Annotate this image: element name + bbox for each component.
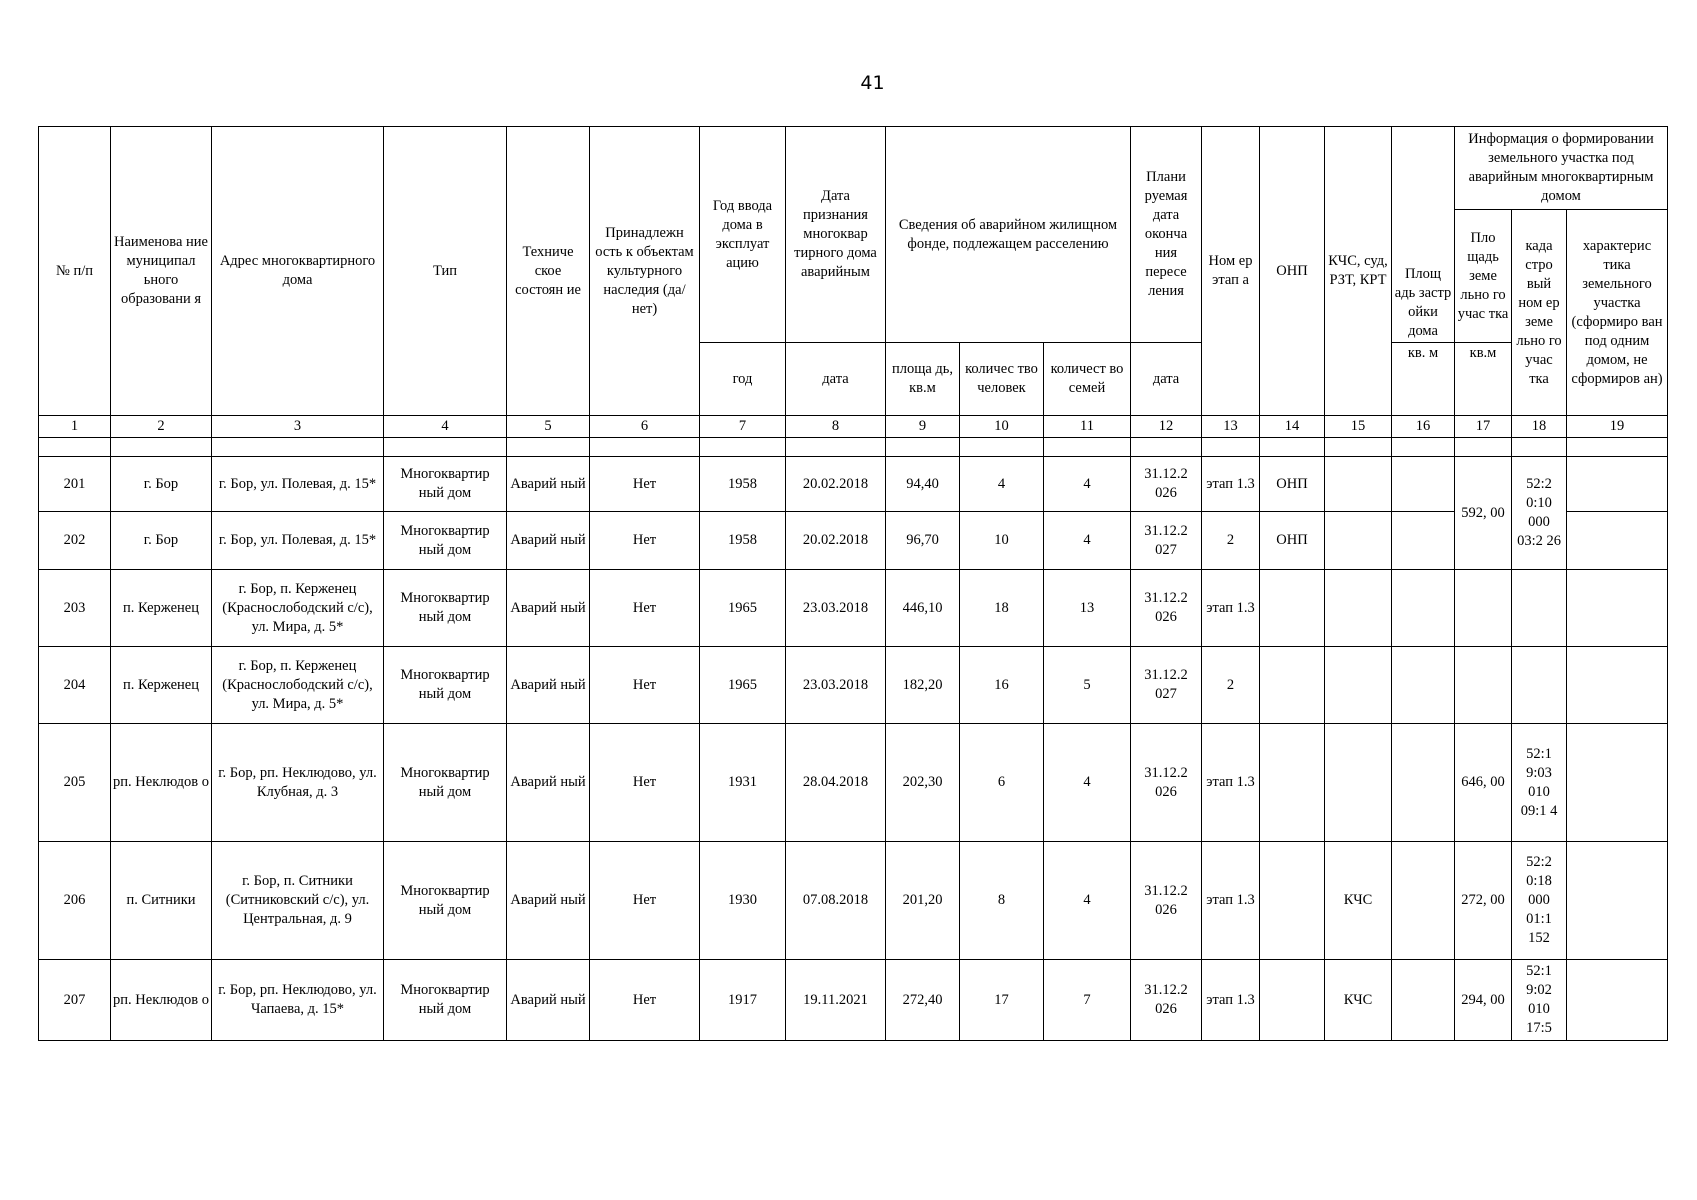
header-municipality: Наименова ние муниципал ьного образовани я <box>111 127 212 416</box>
spacer-row <box>39 438 1668 457</box>
col-number: 17 <box>1455 416 1512 438</box>
cell-build-area <box>1392 570 1455 647</box>
header-year-in: Год ввода дома в эксплуат ацию <box>700 127 786 343</box>
cell-families: 4 <box>1044 512 1131 570</box>
cell-land-area: 646, 00 <box>1455 724 1512 842</box>
cell-type: Многоквартир ный дом <box>384 457 507 512</box>
emergency-housing-table <box>38 126 1668 1041</box>
header-num: № п/п <box>39 127 111 416</box>
cell-cadastral <box>1512 647 1567 724</box>
col-number: 14 <box>1260 416 1325 438</box>
cell-stage: этап 1.3 <box>1202 960 1260 1041</box>
table-row <box>39 842 1668 960</box>
cell-stage: 2 <box>1202 512 1260 570</box>
cell-plan-date: 31.12.2 026 <box>1131 457 1202 512</box>
col-number: 5 <box>507 416 590 438</box>
cell-date: 20.02.2018 <box>786 512 886 570</box>
cell-heritage: Нет <box>590 570 700 647</box>
cell-onp: ОНП <box>1260 512 1325 570</box>
header-planned-date: Плани руемая дата оконча ния пересе ления <box>1131 127 1202 343</box>
cell-cadastral: 52:2 0:18 000 01:1 152 <box>1512 842 1567 960</box>
cell-address: г. Бор, рп. Неклюдово, ул. Чапаева, д. 15* <box>212 960 384 1041</box>
subheader-families: количест во семей <box>1044 343 1131 416</box>
col-number: 6 <box>590 416 700 438</box>
cell-area: 272,40 <box>886 960 960 1041</box>
col-number: 8 <box>786 416 886 438</box>
subheader-unit-16: кв. м <box>1392 343 1455 416</box>
subheader-year: год <box>700 343 786 416</box>
cell-state: Аварий ный <box>507 842 590 960</box>
subheader-date: дата <box>786 343 886 416</box>
cell-year: 1917 <box>700 960 786 1041</box>
cell-kchs <box>1325 647 1392 724</box>
cell-address: г. Бор, п. Керженец (Краснослободский с/с), ул. Мира, д. 5* <box>212 647 384 724</box>
cell-num: 203 <box>39 570 111 647</box>
cell-municipality: рп. Неклюдов о <box>111 724 212 842</box>
table-row <box>39 960 1668 1041</box>
cell-people: 8 <box>960 842 1044 960</box>
cell-heritage: Нет <box>590 724 700 842</box>
page-number: 41 <box>860 72 885 94</box>
cell-state: Аварий ный <box>507 960 590 1041</box>
cell-land-char <box>1567 724 1668 842</box>
cell-num: 205 <box>39 724 111 842</box>
cell-year: 1930 <box>700 842 786 960</box>
cell-municipality: п. Керженец <box>111 570 212 647</box>
cell-heritage: Нет <box>590 512 700 570</box>
cell-year: 1958 <box>700 512 786 570</box>
cell-address: г. Бор, ул. Полевая, д. 15* <box>212 457 384 512</box>
cell-onp <box>1260 570 1325 647</box>
col-number: 4 <box>384 416 507 438</box>
header-build-area: Площ адь застр ойки дома <box>1392 127 1455 343</box>
cell-stage: этап 1.3 <box>1202 842 1260 960</box>
cell-build-area <box>1392 647 1455 724</box>
cell-land-area: 592, 00 <box>1455 457 1512 570</box>
cell-date: 28.04.2018 <box>786 724 886 842</box>
cell-onp <box>1260 724 1325 842</box>
cell-kchs: КЧС <box>1325 842 1392 960</box>
header-tech-state: Техниче ское состоян ие <box>507 127 590 416</box>
subheader-people: количес тво человек <box>960 343 1044 416</box>
cell-date: 19.11.2021 <box>786 960 886 1041</box>
cell-type: Многоквартир ный дом <box>384 960 507 1041</box>
cell-people: 16 <box>960 647 1044 724</box>
cell-stage: этап 1.3 <box>1202 457 1260 512</box>
header-heritage: Принадлежн ость к объектам культурного наследия (да/нет) <box>590 127 700 416</box>
cell-cadastral: 52:1 9:02 010 17:5 <box>1512 960 1567 1041</box>
cell-land-char <box>1567 457 1668 512</box>
cell-num: 206 <box>39 842 111 960</box>
cell-build-area <box>1392 512 1455 570</box>
cell-address: г. Бор, п. Ситники (Ситниковский с/с), ул. Центральная, д. 9 <box>212 842 384 960</box>
subheader-unit-17: кв.м <box>1455 343 1512 416</box>
cell-area: 201,20 <box>886 842 960 960</box>
cell-kchs <box>1325 570 1392 647</box>
cell-kchs: КЧС <box>1325 960 1392 1041</box>
cell-stage: этап 1.3 <box>1202 724 1260 842</box>
cell-families: 4 <box>1044 457 1131 512</box>
header-cadastral: када стро вый ном ер земе льно го учас тка <box>1512 210 1567 416</box>
cell-kchs <box>1325 724 1392 842</box>
cell-heritage: Нет <box>590 457 700 512</box>
cell-municipality: рп. Неклюдов о <box>111 960 212 1041</box>
col-number: 2 <box>111 416 212 438</box>
col-number: 1 <box>39 416 111 438</box>
cell-type: Многоквартир ный дом <box>384 842 507 960</box>
cell-heritage: Нет <box>590 960 700 1041</box>
table-row <box>39 570 1668 647</box>
cell-families: 13 <box>1044 570 1131 647</box>
cell-plan-date: 31.12.2 026 <box>1131 842 1202 960</box>
cell-plan-date: 31.12.2 026 <box>1131 570 1202 647</box>
cell-area: 202,30 <box>886 724 960 842</box>
cell-land-area <box>1455 647 1512 724</box>
cell-year: 1965 <box>700 647 786 724</box>
cell-build-area <box>1392 842 1455 960</box>
cell-heritage: Нет <box>590 647 700 724</box>
cell-area: 94,40 <box>886 457 960 512</box>
cell-state: Аварий ный <box>507 724 590 842</box>
cell-state: Аварий ный <box>507 570 590 647</box>
column-numbers-row <box>39 416 1668 438</box>
col-number: 16 <box>1392 416 1455 438</box>
col-number: 7 <box>700 416 786 438</box>
cell-address: г. Бор, рп. Неклюдово, ул. Клубная, д. 3 <box>212 724 384 842</box>
cell-num: 207 <box>39 960 111 1041</box>
cell-people: 17 <box>960 960 1044 1041</box>
col-number: 12 <box>1131 416 1202 438</box>
cell-area: 96,70 <box>886 512 960 570</box>
col-number: 9 <box>886 416 960 438</box>
cell-families: 7 <box>1044 960 1131 1041</box>
table-row <box>39 724 1668 842</box>
cell-land-char <box>1567 960 1668 1041</box>
header-type: Тип <box>384 127 507 416</box>
cell-address: г. Бор, п. Керженец (Краснослободский с/с), ул. Мира, д. 5* <box>212 570 384 647</box>
header-kchs: КЧС, суд, РЗТ, КРТ <box>1325 127 1392 416</box>
cell-num: 202 <box>39 512 111 570</box>
cell-cadastral: 52:1 9:03 010 09:1 4 <box>1512 724 1567 842</box>
col-number: 13 <box>1202 416 1260 438</box>
cell-state: Аварий ный <box>507 457 590 512</box>
cell-cadastral <box>1512 570 1567 647</box>
col-number: 15 <box>1325 416 1392 438</box>
header-onp: ОНП <box>1260 127 1325 416</box>
cell-plan-date: 31.12.2 027 <box>1131 512 1202 570</box>
cell-land-char <box>1567 842 1668 960</box>
cell-state: Аварий ный <box>507 647 590 724</box>
header-stage-num: Ном ер этап а <box>1202 127 1260 416</box>
cell-land-area: 294, 00 <box>1455 960 1512 1041</box>
cell-state: Аварий ный <box>507 512 590 570</box>
col-number: 3 <box>212 416 384 438</box>
header-date-recognized: Дата признания многоквар тирного дома аварийным <box>786 127 886 343</box>
cell-num: 201 <box>39 457 111 512</box>
cell-type: Многоквартир ный дом <box>384 512 507 570</box>
cell-people: 6 <box>960 724 1044 842</box>
cell-land-area: 272, 00 <box>1455 842 1512 960</box>
cell-plan-date: 31.12.2 026 <box>1131 960 1202 1041</box>
cell-date: 23.03.2018 <box>786 570 886 647</box>
cell-date: 20.02.2018 <box>786 457 886 512</box>
subheader-area: площа дь, кв.м <box>886 343 960 416</box>
cell-families: 4 <box>1044 842 1131 960</box>
cell-cadastral: 52:2 0:10 000 03:2 26 <box>1512 457 1567 570</box>
cell-land-area <box>1455 570 1512 647</box>
col-number: 10 <box>960 416 1044 438</box>
cell-kchs <box>1325 512 1392 570</box>
cell-plan-date: 31.12.2 026 <box>1131 724 1202 842</box>
cell-type: Многоквартир ный дом <box>384 570 507 647</box>
cell-municipality: г. Бор <box>111 457 212 512</box>
header-land-info: Информация о формировании земельного участка под аварийным многоквартирным домом <box>1455 127 1668 210</box>
cell-stage: этап 1.3 <box>1202 570 1260 647</box>
cell-land-char <box>1567 647 1668 724</box>
header-land-area: Пло щадь земе льно го учас тка <box>1455 210 1512 343</box>
cell-address: г. Бор, ул. Полевая, д. 15* <box>212 512 384 570</box>
cell-date: 07.08.2018 <box>786 842 886 960</box>
col-number: 11 <box>1044 416 1131 438</box>
cell-onp: ОНП <box>1260 457 1325 512</box>
header-address: Адрес многоквартирного дома <box>212 127 384 416</box>
cell-plan-date: 31.12.2 027 <box>1131 647 1202 724</box>
cell-year: 1958 <box>700 457 786 512</box>
header-land-characteristic: характерис тика земельного участка (сформиро ван под одним домом, не сформиров ан) <box>1567 210 1668 416</box>
cell-stage: 2 <box>1202 647 1260 724</box>
cell-onp <box>1260 842 1325 960</box>
cell-people: 18 <box>960 570 1044 647</box>
cell-municipality: п. Керженец <box>111 647 212 724</box>
cell-type: Многоквартир ный дом <box>384 724 507 842</box>
cell-build-area <box>1392 724 1455 842</box>
col-number: 18 <box>1512 416 1567 438</box>
table-row <box>39 512 1668 570</box>
cell-build-area <box>1392 960 1455 1041</box>
col-number: 19 <box>1567 416 1668 438</box>
cell-build-area <box>1392 457 1455 512</box>
cell-land-char <box>1567 570 1668 647</box>
cell-year: 1965 <box>700 570 786 647</box>
cell-land-char <box>1567 512 1668 570</box>
cell-num: 204 <box>39 647 111 724</box>
cell-area: 446,10 <box>886 570 960 647</box>
table-row <box>39 457 1668 512</box>
cell-onp <box>1260 647 1325 724</box>
cell-kchs <box>1325 457 1392 512</box>
cell-families: 4 <box>1044 724 1131 842</box>
cell-people: 10 <box>960 512 1044 570</box>
header-housing-info: Сведения об аварийном жилищном фонде, подлежащем расселению <box>886 127 1131 343</box>
cell-municipality: п. Ситники <box>111 842 212 960</box>
cell-date: 23.03.2018 <box>786 647 886 724</box>
cell-onp <box>1260 960 1325 1041</box>
cell-families: 5 <box>1044 647 1131 724</box>
cell-heritage: Нет <box>590 842 700 960</box>
cell-year: 1931 <box>700 724 786 842</box>
cell-municipality: г. Бор <box>111 512 212 570</box>
cell-type: Многоквартир ный дом <box>384 647 507 724</box>
cell-area: 182,20 <box>886 647 960 724</box>
table-row <box>39 647 1668 724</box>
subheader-plan-date: дата <box>1131 343 1202 416</box>
cell-people: 4 <box>960 457 1044 512</box>
